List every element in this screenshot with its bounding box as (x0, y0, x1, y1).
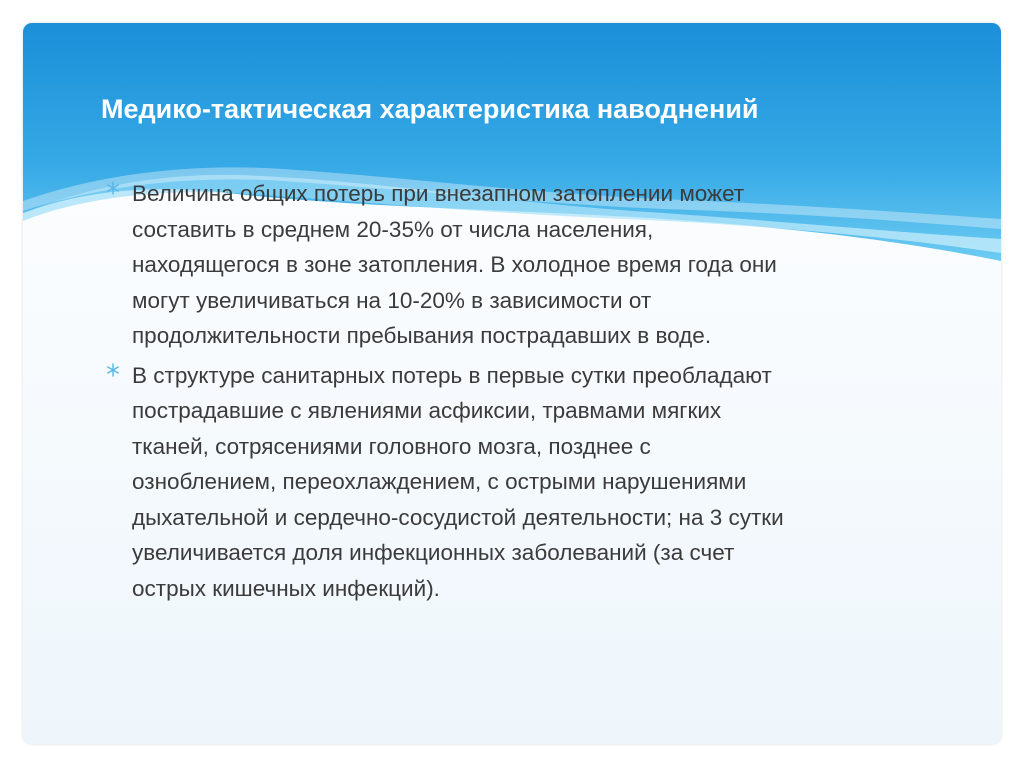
asterisk-bullet-icon (106, 363, 120, 377)
bullet-text-line: составить в среднем 20-35% от числа населения, (132, 216, 654, 242)
slide (23, 23, 1001, 744)
bullet-text-line: острых кишечных инфекций). (132, 575, 440, 601)
bullet-text-line: тканей, сотрясениями головного мозга, позднее с (132, 433, 651, 459)
bullet-text-line: продолжительности пребывания пострадавших в воде. (132, 323, 712, 348)
bullet-item (106, 358, 986, 607)
bullet-text-line: пострадавшие с явлениями асфиксии, травмами мягких (132, 398, 722, 423)
bullet-text-line: озноблением, переохлаждением, с острыми нарушениями (132, 469, 747, 494)
bullet-text-line: Величина общих потерь при внезапном затоплении может (132, 181, 745, 206)
bullet-text-line: могут увеличиваться на 10-20% в зависимости от (132, 287, 652, 313)
bullet-text-line: увеличивается доля инфекционных заболеваний (за счет (132, 540, 735, 565)
bullet-text-line: дыхательной и сердечно-сосудистой деятельности; на 3 сутки (132, 504, 784, 530)
bullet-text-line: находящегося в зоне затопления. В холодное время года они (132, 252, 777, 277)
slide-title: Медико-тактическая характеристика наводнений (101, 94, 759, 124)
bullet-text (132, 176, 986, 354)
bullet-list (106, 176, 986, 610)
asterisk-bullet-icon (106, 181, 120, 195)
bullet-text (132, 358, 986, 607)
bullet-text-line: В структуре санитарных потерь в первые сутки преобладают (132, 362, 772, 388)
bullet-item (106, 176, 986, 354)
